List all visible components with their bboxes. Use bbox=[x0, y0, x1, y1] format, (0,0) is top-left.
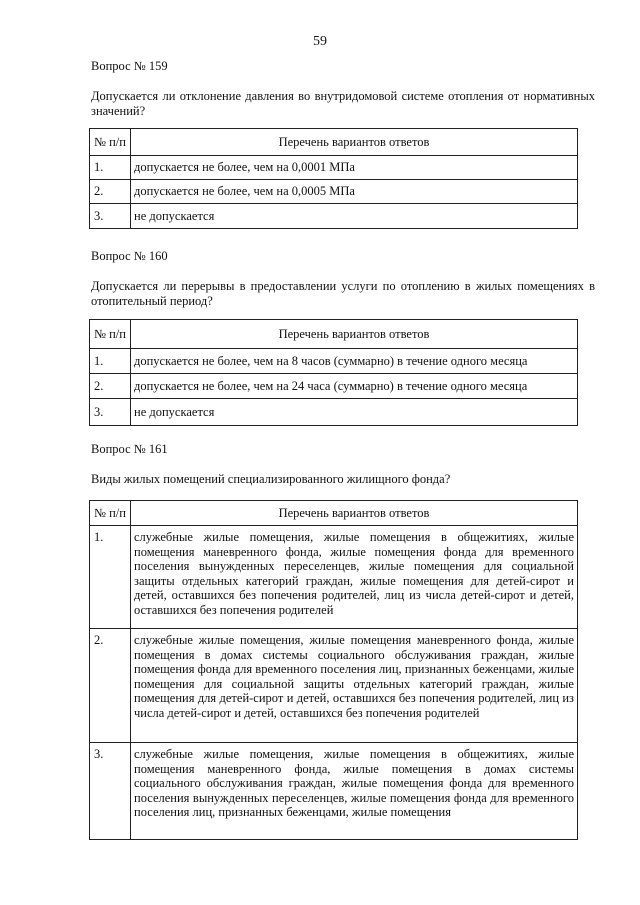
table-header-row bbox=[90, 501, 578, 526]
table-header-row bbox=[90, 129, 578, 156]
page-number: 59 bbox=[313, 34, 327, 49]
answer-text: служебные жилые помещения, жилые помещения маневренного фонда, жилые помещения в домах системы социального обслуживания граждан, жилые помещения фонда для временного поселения лиц, признанных беженцами, жилые помещения для социальной защиты отдельных категорий граждан, жилые помещения для детей-сирот и детей, оставшихся без попечения родителей, лиц из числа детей-сирот и детей, оставшихся без попечения родителей bbox=[131, 629, 578, 743]
answer-text: допускается не более, чем на 8 часов (суммарно) в течение одного месяца bbox=[131, 349, 578, 374]
header-answers: Перечень вариантов ответов bbox=[131, 501, 578, 526]
header-answers: Перечень вариантов ответов bbox=[131, 129, 578, 156]
question-160-title: Вопрос № 160 bbox=[91, 249, 168, 263]
answer-text: не допускается bbox=[131, 399, 578, 426]
question-160-text: Допускается ли перерывы в предоставлении услуги по отоплению в жилых помещениях в отопительный период? bbox=[91, 279, 595, 308]
answer-row bbox=[90, 399, 578, 426]
answer-number: 1. bbox=[90, 349, 131, 374]
answer-row bbox=[90, 156, 578, 180]
answer-row bbox=[90, 349, 578, 374]
answer-number: 1. bbox=[90, 526, 131, 629]
answer-row bbox=[90, 743, 578, 840]
answer-row bbox=[90, 374, 578, 399]
question-159-title: Вопрос № 159 bbox=[91, 59, 168, 73]
question-161-text: Виды жилых помещений специализированного жилищного фонда? bbox=[91, 472, 451, 486]
answer-number: 3. bbox=[90, 204, 131, 229]
question-159-answers-table bbox=[89, 128, 578, 229]
answer-number: 2. bbox=[90, 629, 131, 743]
table-header-row bbox=[90, 320, 578, 349]
answer-number: 2. bbox=[90, 374, 131, 399]
question-161-answers-table bbox=[89, 500, 578, 840]
header-answers: Перечень вариантов ответов bbox=[131, 320, 578, 349]
answer-row bbox=[90, 629, 578, 743]
answer-row bbox=[90, 526, 578, 629]
question-160-answers-table bbox=[89, 319, 578, 426]
answer-text: служебные жилые помещения, жилые помещения в общежитиях, жилые помещения маневренного фонда, жилые помещения в домах системы социального обслуживания граждан, жилые помещения фонда для временного поселения вынужденных переселенцев, жилые помещения фонда для временного поселения лиц, признанных беженцами, жилые помещения bbox=[131, 743, 578, 840]
question-159-text: Допускается ли отклонение давления во внутридомовой системе отопления от нормативных значений? bbox=[91, 89, 595, 118]
answer-number: 3. bbox=[90, 743, 131, 840]
answer-text: служебные жилые помещения, жилые помещения в общежитиях, жилые помещения маневренного фонда, жилые помещения фонда для временного поселения вынужденных переселенцев, жилые помещения для социальной защиты отдельных категорий граждан, жилые помещения для детей-сирот и детей, оставшихся без попечения родителей, лиц из числа детей-сирот и детей, оставшихся без попечения родителей bbox=[131, 526, 578, 629]
answer-text: не допускается bbox=[131, 204, 578, 229]
answer-text: допускается не более, чем на 0,0005 МПа bbox=[131, 180, 578, 204]
header-number: № п/п bbox=[90, 501, 131, 526]
answer-number: 2. bbox=[90, 180, 131, 204]
answer-row bbox=[90, 204, 578, 229]
question-161-title: Вопрос № 161 bbox=[91, 442, 168, 456]
answer-text: допускается не более, чем на 0,0001 МПа bbox=[131, 156, 578, 180]
answer-number: 3. bbox=[90, 399, 131, 426]
answer-text: допускается не более, чем на 24 часа (суммарно) в течение одного месяца bbox=[131, 374, 578, 399]
answer-number: 1. bbox=[90, 156, 131, 180]
header-number: № п/п bbox=[90, 320, 131, 349]
header-number: № п/п bbox=[90, 129, 131, 156]
answer-row bbox=[90, 180, 578, 204]
